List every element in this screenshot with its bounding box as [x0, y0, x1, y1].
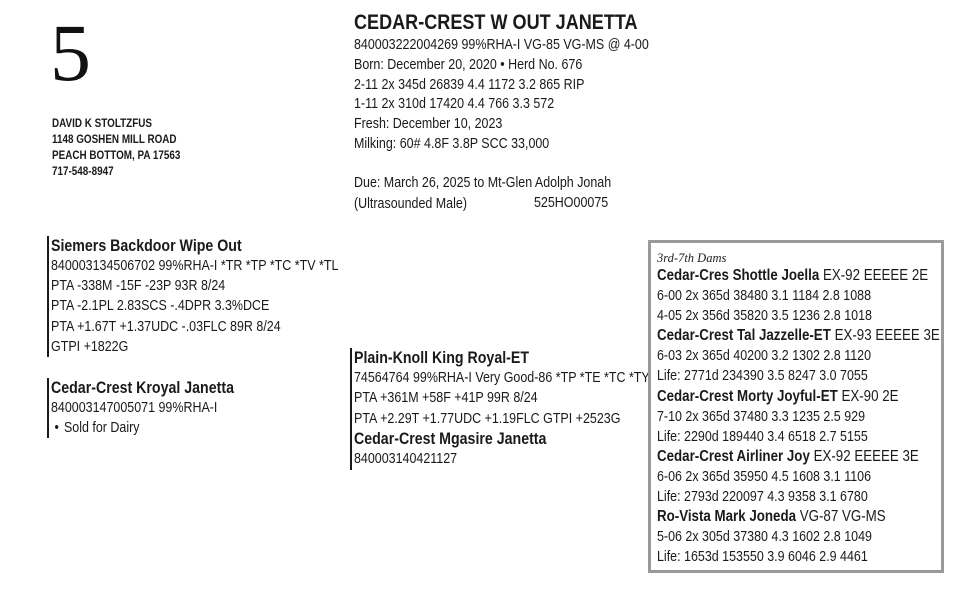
granddam-registration: 840003140421127 [354, 451, 458, 468]
animal-name: CEDAR-CREST W OUT JANETTA [354, 11, 638, 34]
granddam-name: Cedar-Crest Mgasire Janetta [354, 430, 547, 449]
sire-registration: 840003134506702 99%RHA-I *TR *TP *TC *TV *TL [51, 258, 339, 274]
dam-name: Cedar-Crest Kroyal Janetta [51, 379, 234, 397]
sire-pta-2: PTA -2.1PL 2.83SCS -.4DPR 3.3%DCE [51, 298, 270, 315]
sire-block [47, 236, 385, 357]
dam-7-name: Ro-Vista Mark Joneda [657, 508, 797, 526]
animal-born: Born: December 20, 2020 • Herd No. 676 [354, 56, 583, 73]
dam-3-name: Cedar-Cres Shottle Joella [657, 267, 820, 284]
dam-entry-name [657, 326, 940, 346]
dam-4-classification: EX-93 EEEEE 3E [834, 327, 940, 345]
dam-6-record-1: 6-06 2x 365d 35950 4.5 1608 3.1 1106 [657, 468, 872, 485]
animal-milking: Milking: 60# 4.8F 3.8P SCC 33,000 [354, 135, 550, 152]
service-sire-code: 525HO00075 [534, 195, 609, 211]
consignor-name: DAVID K STOLTZFUS [52, 118, 153, 130]
dam-7-record-1: 5-06 2x 305d 37380 4.3 1602 2.8 1049 [657, 529, 872, 546]
dams-box [648, 240, 944, 573]
consignor-block [52, 116, 201, 180]
sire-name: Siemers Backdoor Wipe Out [51, 237, 242, 255]
dam-5-classification: EX-90 2E [841, 387, 899, 405]
animal-fresh-date: Fresh: December 10, 2023 [354, 116, 503, 133]
dam-entry-name [657, 387, 940, 407]
mgs-pta-2: PTA +2.29T +1.77UDC +1.19FLC GTPI +2523G [354, 410, 621, 427]
mgs-registration: 74564764 99%RHA-I Very Good-86 *TP *TE *TC *TY [354, 370, 650, 386]
dam-3-record-1: 6-00 2x 365d 38480 3.1 1184 2.8 1088 [657, 288, 872, 305]
dam-4-name: Cedar-Crest Tal Jazzelle-ET [657, 327, 831, 345]
dam-7-record-2: Life: 1653d 153550 3.9 6046 2.9 4461 [657, 549, 868, 566]
dam-4-record-2: Life: 2771d 234390 3.5 8247 3.0 7055 [657, 368, 868, 385]
dam-entry-name [657, 266, 940, 286]
consignor-phone: 717-548-8947 [52, 166, 114, 178]
dam-3-classification: EX-92 EEEEE 2E [822, 267, 929, 284]
dam-block [47, 378, 264, 438]
dam-3-record-2: 4-05 2x 356d 35820 3.5 1236 2.8 1018 [657, 308, 872, 325]
dam-7-classification: VG-87 VG-MS [799, 508, 886, 526]
mgs-name: Plain-Knoll King Royal-ET [354, 349, 530, 367]
consignor-address-line1: 1148 GOSHEN MILL ROAD [52, 134, 177, 146]
due-date: Due: March 26, 2025 to Mt-Glen Adolph Jonah [354, 175, 612, 191]
sire-pta-1: PTA -338M -15F -23P 93R 8/24 [51, 278, 226, 295]
dam-6-name: Cedar-Crest Airliner Joy [657, 447, 810, 465]
dams-box-content [657, 250, 958, 567]
sire-pta-3: PTA +1.67T +1.37UDC -.03FLC 89R 8/24 [51, 318, 281, 335]
dam-4-record-1: 6-03 2x 365d 40200 3.2 1302 2.8 1120 [657, 348, 872, 365]
lot-number: 5 [50, 7, 91, 98]
animal-block [354, 10, 697, 155]
animal-record-2: 1-11 2x 310d 17420 4.4 766 3.3 572 [354, 96, 555, 113]
dam-6-classification: EX-92 EEEEE 3E [813, 447, 919, 465]
dam-entry-name [657, 507, 940, 527]
due-block [354, 173, 653, 214]
dams-box-title: 3rd-7th Dams [657, 251, 727, 265]
animal-registration: 840003222004269 99%RHA-I VG-85 VG-MS @ 4-00 [354, 37, 649, 53]
mgs-pta-1: PTA +361M +58F +41P 99R 8/24 [354, 390, 538, 407]
maternal-grandsire-block [350, 348, 698, 470]
dam-registration: 840003147005071 99%RHA-I [51, 400, 218, 416]
dam-5-name: Cedar-Crest Morty Joyful-ET [657, 387, 838, 405]
dam-5-record-2: Life: 2290d 189440 3.4 6518 2.7 5155 [657, 428, 868, 445]
consignor-address-line2: PEACH BOTTOM, PA 17563 [52, 150, 181, 162]
dam-entry-name [657, 447, 940, 467]
dam-note: • Sold for Dairy [51, 418, 234, 438]
dam-5-record-1: 7-10 2x 365d 37480 3.3 1235 2.5 929 [657, 408, 866, 425]
animal-record-1: 2-11 2x 345d 26839 4.4 1172 3.2 865 RIP [354, 76, 585, 93]
ultrasound-note: (Ultrasounded Male) [354, 195, 467, 212]
dam-6-record-2: Life: 2793d 220097 4.3 9358 3.1 6780 [657, 489, 868, 506]
sire-gtpi: GTPI +1822G [51, 338, 129, 355]
